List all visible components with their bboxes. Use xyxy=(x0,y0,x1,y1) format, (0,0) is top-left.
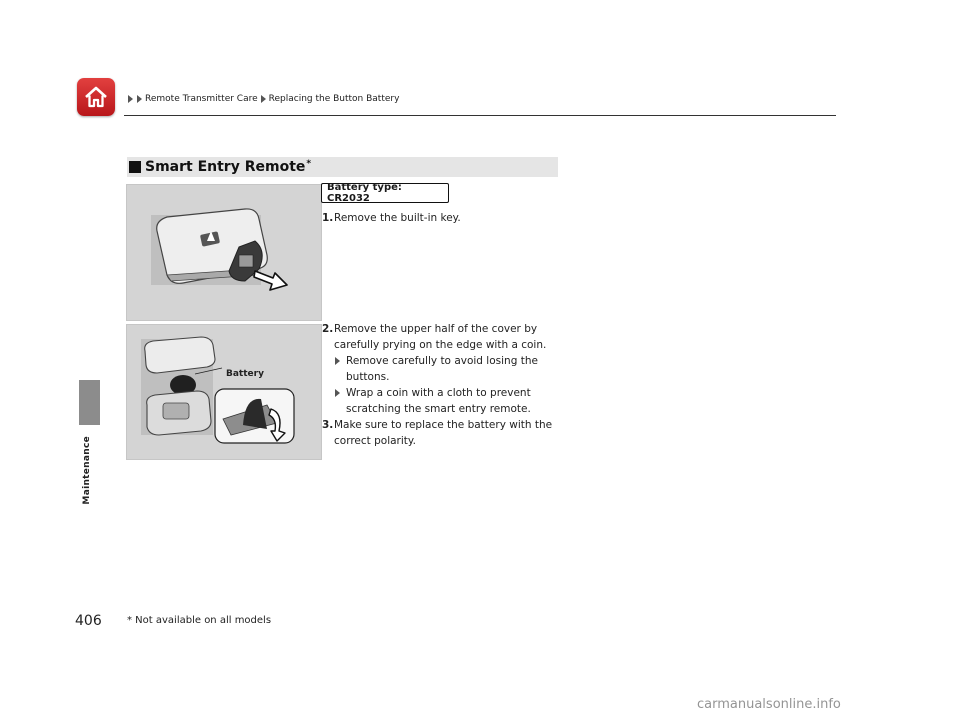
step-list-1 xyxy=(322,210,461,226)
battery-type-box: Battery type: CR2032 xyxy=(321,183,449,203)
remote-key-removal-drawing xyxy=(127,185,321,320)
note-text: Remove carefully to avoid losing the buttons. xyxy=(346,355,538,383)
footnote: * Not available on all models xyxy=(127,615,272,626)
note-item xyxy=(322,353,562,385)
breadcrumb-arrow-icon xyxy=(128,95,133,103)
step-item xyxy=(322,321,562,353)
breadcrumb-arrow-icon xyxy=(137,95,142,103)
remote-battery-drawing xyxy=(127,325,321,459)
header-divider xyxy=(124,115,836,116)
home-icon xyxy=(83,85,109,109)
page-number: 406 xyxy=(75,613,102,629)
note-arrow-icon xyxy=(335,389,340,397)
battery-callout-label: Battery xyxy=(226,369,264,379)
step-number: 1. xyxy=(322,212,334,224)
breadcrumb-arrow-icon xyxy=(261,95,266,103)
watermark: carmanualsonline.info xyxy=(697,697,841,712)
step-item xyxy=(322,417,562,449)
availability-marker: * xyxy=(306,159,312,169)
section-heading xyxy=(127,157,558,177)
chapter-tab-marker xyxy=(79,380,100,425)
step-number: 2. xyxy=(322,323,334,335)
section-title: Smart Entry Remote xyxy=(145,159,306,175)
note-arrow-icon xyxy=(335,357,340,365)
breadcrumb-item-replacing-battery[interactable]: Replacing the Button Battery xyxy=(268,94,400,104)
step-text: Remove the upper half of the cover by carefully prying on the edge with a coin. xyxy=(334,323,547,351)
step-item xyxy=(322,210,461,226)
breadcrumb-item-remote-transmitter-care[interactable]: Remote Transmitter Care xyxy=(145,94,258,104)
square-bullet-icon xyxy=(129,161,141,173)
step-list-2 xyxy=(322,321,562,449)
note-text: Wrap a coin with a cloth to prevent scratching the smart entry remote. xyxy=(346,387,531,415)
breadcrumb xyxy=(127,94,399,104)
illustration-remove-key xyxy=(126,184,322,321)
home-button[interactable] xyxy=(77,78,115,116)
step-text: Make sure to replace the battery with the correct polarity. xyxy=(334,419,553,447)
note-item xyxy=(322,385,562,417)
step-number: 3. xyxy=(322,419,334,431)
chapter-tab-label: Maintenance xyxy=(82,436,92,505)
illustration-replace-battery xyxy=(126,324,322,460)
step-text: Remove the built-in key. xyxy=(334,212,461,224)
